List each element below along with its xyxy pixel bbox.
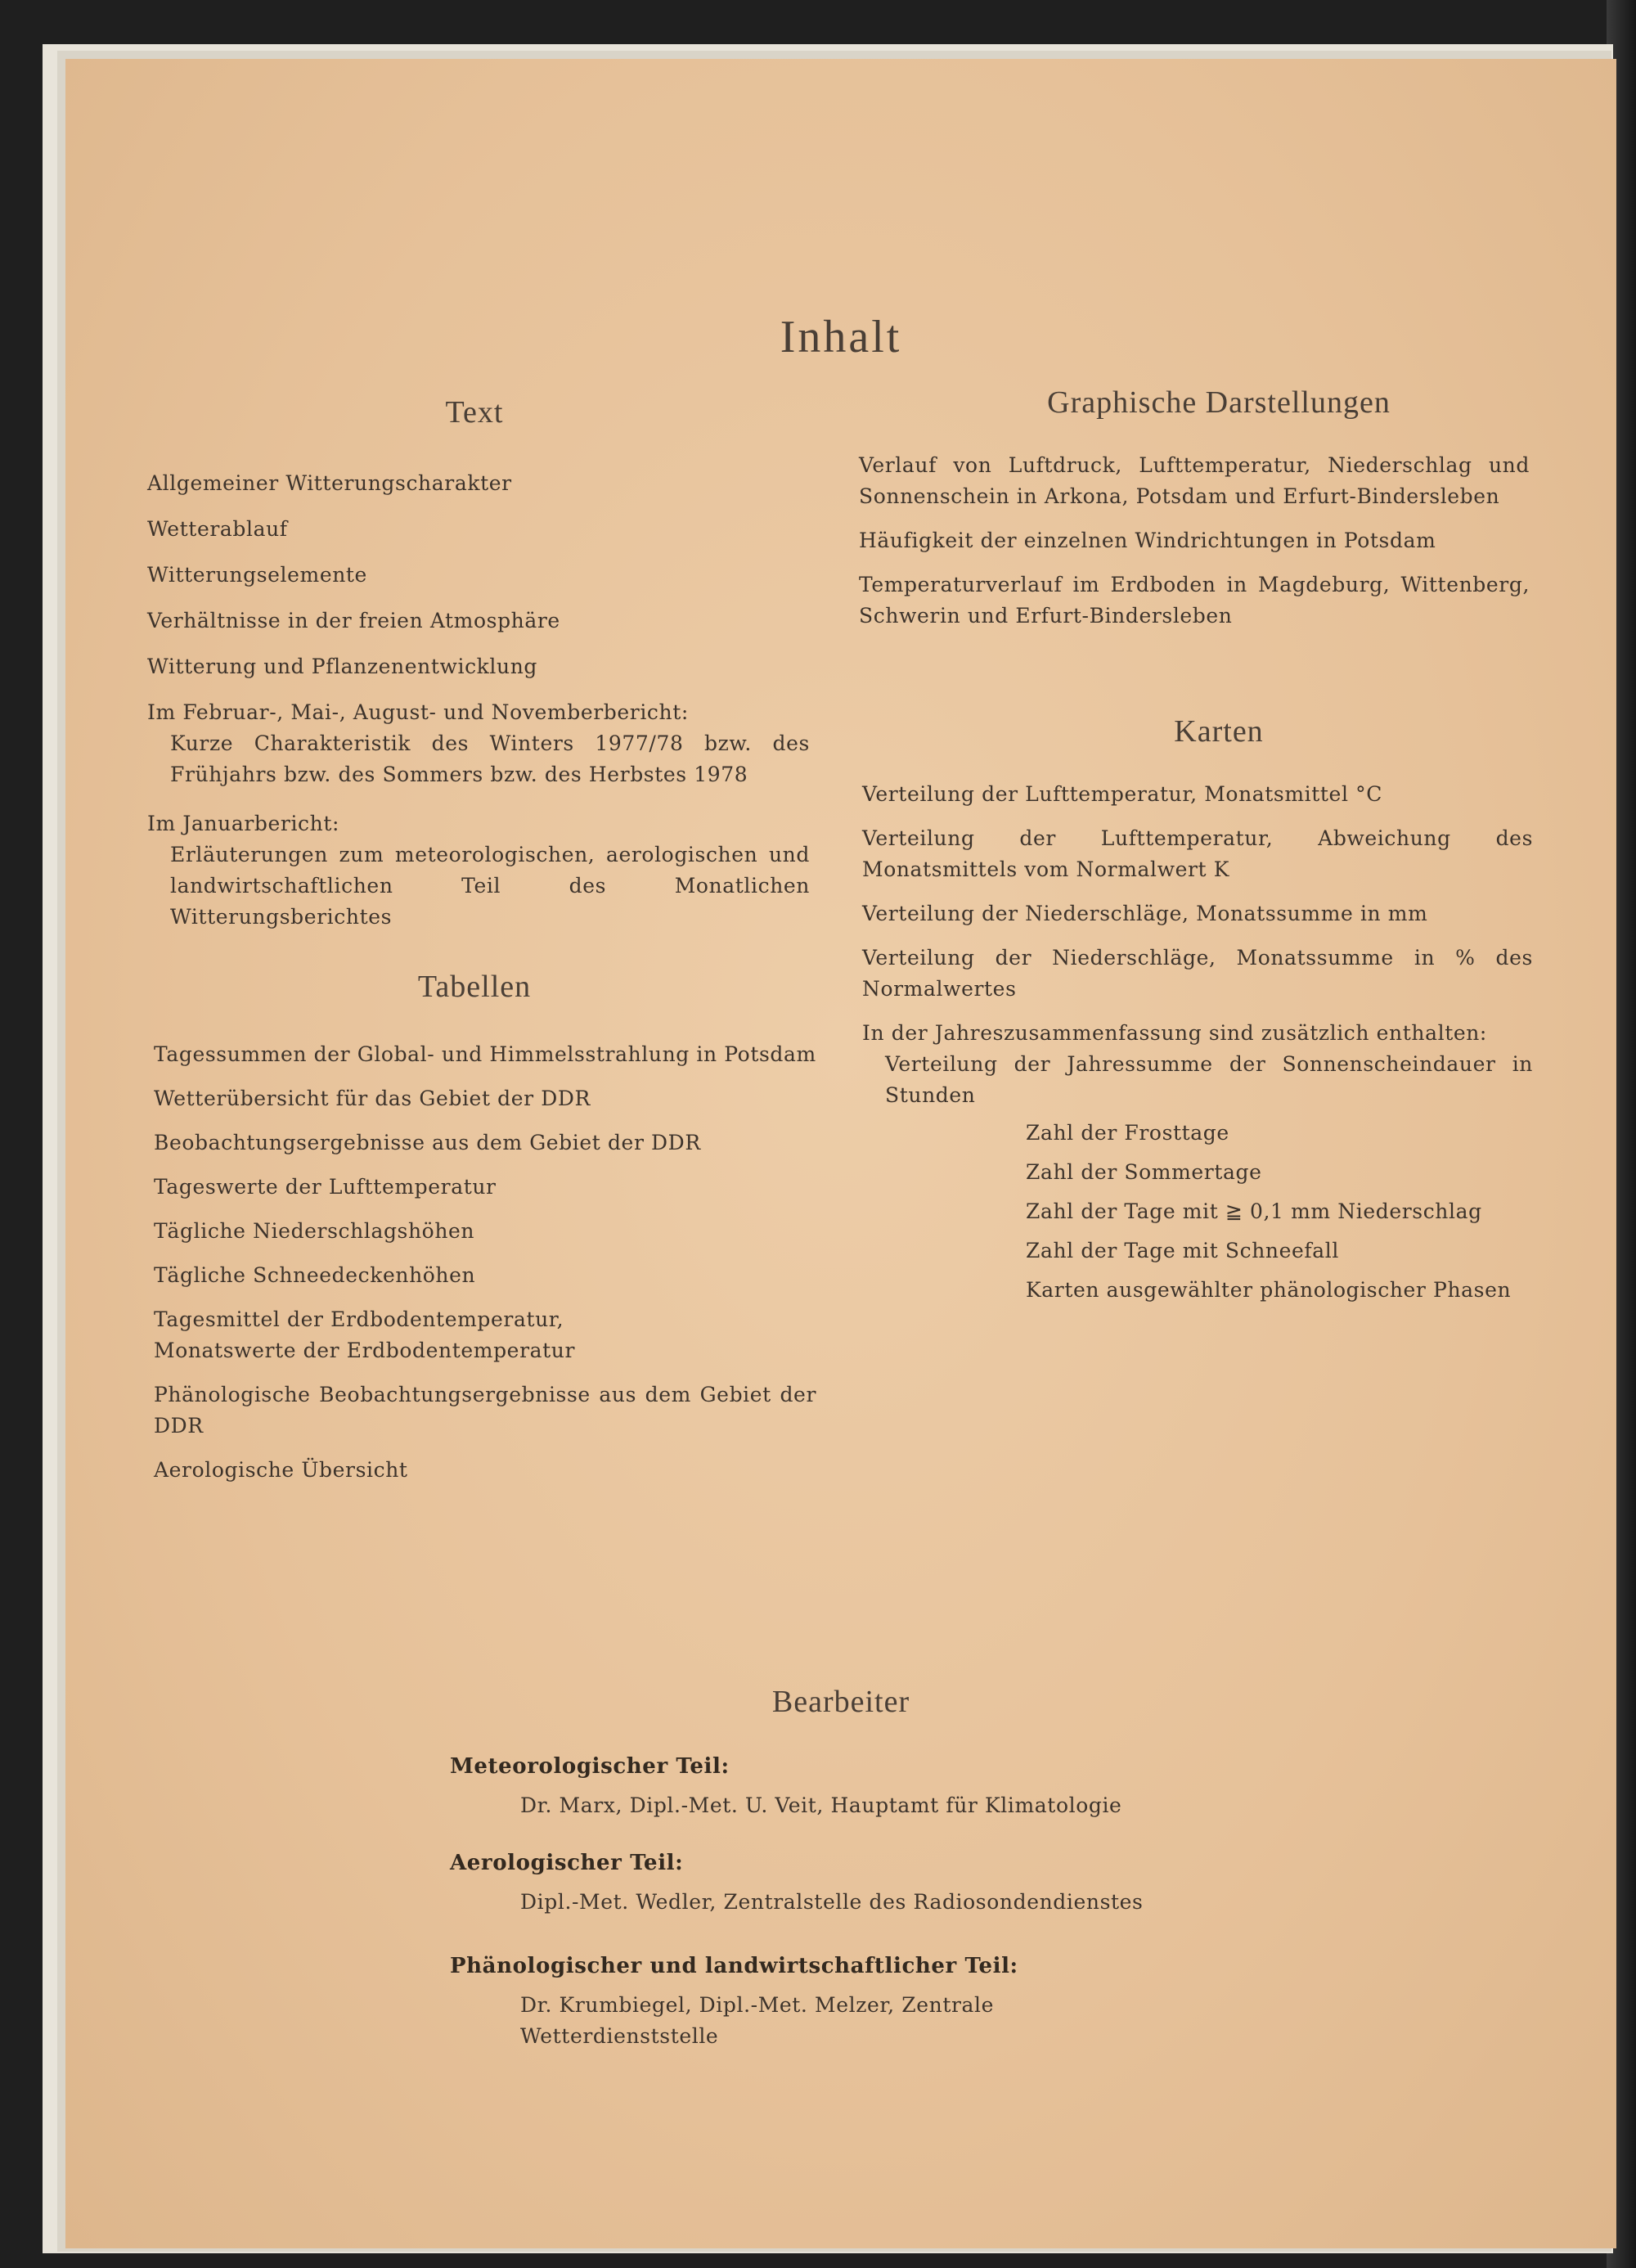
list-item: Temperaturverlauf im Erdboden in Magdeburg, Wittenberg, Schwerin und Erfurt-Bindersleben	[859, 573, 1530, 628]
text-section-list	[147, 468, 810, 933]
editor-group-names: Dr. Marx, Dipl.-Met. U. Veit, Hauptamt für Klimatologie	[520, 1793, 1122, 1817]
list-item: Tagessummen der Global- und Himmelsstrahlung in Potsdam	[154, 1042, 816, 1066]
editors-heading: Bearbeiter	[771, 1685, 910, 1719]
list-item: Allgemeiner Witterungscharakter	[147, 471, 512, 495]
list-item: Aerologische Übersicht	[154, 1458, 408, 1482]
list-item: Zahl der Tage mit Schneefall	[1026, 1239, 1339, 1262]
editors-list	[450, 1751, 1268, 2052]
page-title: Inhalt	[780, 312, 902, 362]
list-item: Witterungselemente	[147, 563, 367, 587]
graphics-section-list	[859, 450, 1530, 632]
list-item: Tägliche Niederschlagshöhen	[154, 1219, 475, 1243]
contents-page	[65, 59, 1616, 2248]
editor-group-names: Dr. Krumbiegel, Dipl.-Met. Melzer, Zentrale Wetterdienststelle	[520, 1993, 995, 2048]
list-item: Verhältnisse in der freien Atmosphäre	[147, 609, 560, 632]
january-intro: Im Januarbericht:	[147, 812, 340, 835]
quarterly-text: Kurze Charakteristik des Winters 1977/78 bzw. des Frühjahrs bzw. des Sommers bzw. des Herbstes 1978	[170, 731, 810, 786]
graphics-section-heading: Graphische Darstellungen	[1047, 385, 1391, 420]
list-item: Phänologische Beobachtungsergebnisse aus dem Gebiet der DDR	[154, 1383, 816, 1438]
tables-section-heading: Tabellen	[417, 970, 532, 1004]
list-item: Witterung und Pflanzenentwicklung	[147, 655, 538, 678]
list-item: Zahl der Frosttage	[1026, 1121, 1229, 1145]
list-item: Tageswerte der Lufttemperatur	[154, 1175, 497, 1199]
list-item: Zahl der Tage mit ≧ 0,1 mm Niederschlag	[1026, 1199, 1482, 1223]
list-item: Tägliche Schneedeckenhöhen	[154, 1263, 476, 1287]
annual-main: Verteilung der Jahressumme der Sonnenscheindauer in Stunden	[885, 1052, 1533, 1107]
list-item: Karten ausgewählter phänologischer Phasen	[1026, 1278, 1512, 1302]
list-item: Verteilung der Niederschläge, Monatssumme in % des Normalwertes	[862, 946, 1533, 1001]
list-item: Verteilung der Lufttemperatur, Abweichung des Monatsmittels vom Normalwert K	[862, 826, 1533, 881]
editor-group-label: Aerologischer Teil:	[450, 1851, 684, 1875]
list-item: Verlauf von Luftdruck, Lufttemperatur, Niederschlag und Sonnenschein in Arkona, Potsdam und Erfurt-Bindersleben	[859, 453, 1530, 508]
tables-section-list	[154, 1039, 816, 1486]
text-section-heading: Text	[445, 395, 504, 430]
list-item: Häufigkeit der einzelnen Windrichtungen in Potsdam	[859, 529, 1436, 552]
list-item: Beobachtungsergebnisse aus dem Gebiet der DDR	[154, 1131, 701, 1154]
list-item: Zahl der Sommertage	[1026, 1160, 1262, 1184]
annual-intro: In der Jahreszusammenfassung sind zusätzlich enthalten:	[862, 1021, 1487, 1045]
list-item: Wetterübersicht für das Gebiet der DDR	[154, 1087, 591, 1110]
editor-group-label: Phänologischer und landwirtschaftlicher Teil:	[450, 1954, 1018, 1978]
maps-section-list	[862, 779, 1533, 1306]
maps-section-heading: Karten	[1174, 714, 1264, 749]
list-item: Tagesmittel der Erdbodentemperatur, Monatswerte der Erdbodentemperatur	[154, 1307, 576, 1362]
editor-group-names: Dipl.-Met. Wedler, Zentralstelle des Radiosondendienstes	[520, 1890, 1144, 1914]
list-item: Verteilung der Niederschläge, Monatssumme in mm	[862, 902, 1428, 925]
editor-group-label: Meteorologischer Teil:	[450, 1754, 730, 1779]
quarterly-intro: Im Februar-, Mai-, August- und Novemberbericht:	[147, 700, 689, 724]
annual-sublist	[862, 1118, 1533, 1306]
list-item: Verteilung der Lufttemperatur, Monatsmittel °C	[862, 782, 1382, 806]
january-text: Erläuterungen zum meteorologischen, aerologischen und landwirtschaftlichen Teil des Monatlichen Witterungsberichtes	[170, 843, 810, 929]
list-item: Wetterablauf	[147, 517, 288, 541]
